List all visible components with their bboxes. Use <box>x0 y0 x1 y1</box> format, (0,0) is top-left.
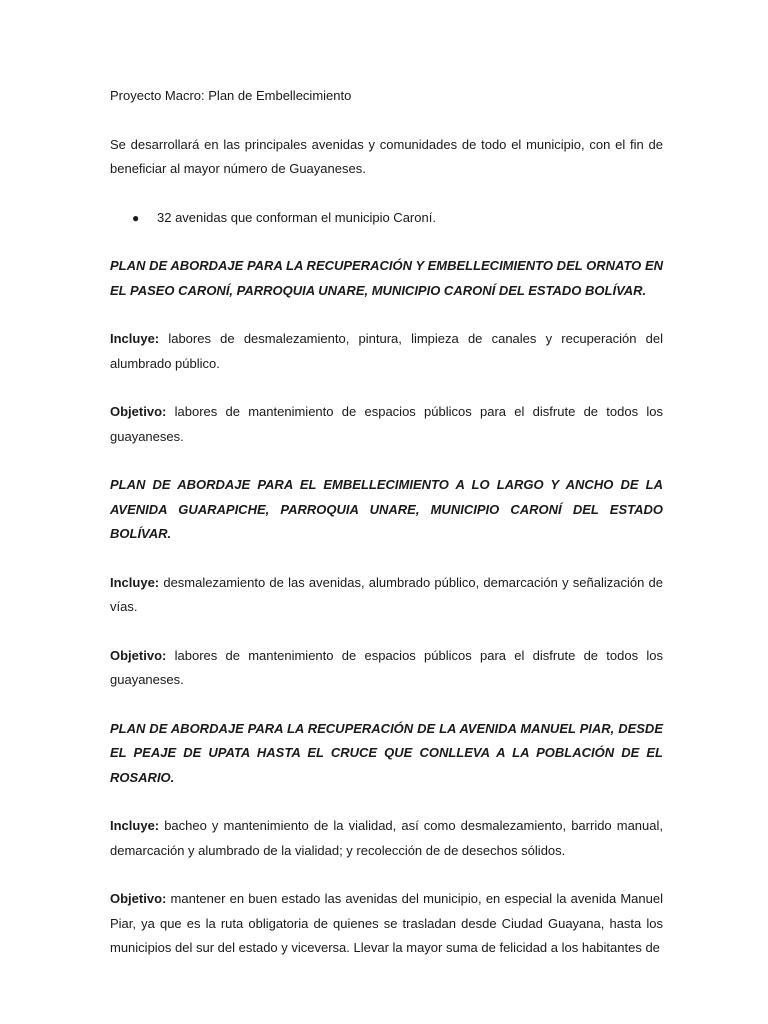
section-heading-manuel-piar: PLAN DE ABORDAJE PARA LA RECUPERACIÓN DE LA AVENIDA MANUEL PIAR, DESDE EL PEAJE DE UPATA HASTA EL CRUCE QUE CONLLEVA A LA POBLACIÓN DE EL ROSARIO. <box>110 720 663 785</box>
document-title: Proyecto Macro: Plan de Embellecimiento <box>110 88 352 103</box>
bullet-list <box>110 206 663 231</box>
objetivo-text: labores de mantenimiento de espacios públicos para el disfrute de todos los guayaneses. <box>110 647 663 687</box>
section-incluye-guarapiche <box>110 571 663 620</box>
section-objetivo-paseo-caroni <box>110 400 663 449</box>
section-incluye-manuel-piar <box>110 814 663 863</box>
incluye-text: desmalezamiento de las avenidas, alumbrado público, demarcación y señalización de vías. <box>110 574 663 614</box>
objetivo-label: Objetivo: <box>110 891 167 906</box>
incluye-label: Incluye: <box>110 818 160 833</box>
section-heading-paseo-caroni: PLAN DE ABORDAJE PARA LA RECUPERACIÓN Y EMBELLECIMIENTO DEL ORNATO EN EL PASEO CARONÍ, PARROQUIA UNARE, MUNICIPIO CARONÍ DEL ESTADO BOLÍVAR. <box>110 258 663 298</box>
document-body <box>110 84 663 985</box>
objetivo-label: Objetivo: <box>110 404 167 419</box>
objetivo-text: labores de mantenimiento de espacios públicos para el disfrute de todos los guayaneses. <box>110 404 663 444</box>
incluye-text: bacheo y mantenimiento de la vialidad, así como desmalezamiento, barrido manual, demarcación y alumbrado de la vialidad; y recolección de de desechos sólidos. <box>110 818 663 858</box>
bullet-item <box>110 206 663 231</box>
incluye-label: Incluye: <box>110 331 160 346</box>
section-objetivo-manuel-piar <box>110 887 663 961</box>
bullet-dot-icon: ● <box>132 210 140 225</box>
intro-paragraph: Se desarrollará en las principales avenidas y comunidades de todo el municipio, con el fin de beneficiar al mayor número de Guayaneses. <box>110 136 663 176</box>
objetivo-text: mantener en buen estado las avenidas del municipio, en especial la avenida Manuel Piar, ya que es la ruta obligatoria de quienes se trasladan desde Ciudad Guayana, hasta los municipios del sur del estado y viceversa. Llevar la mayor suma de felicidad a los habitantes de <box>110 891 663 955</box>
bullet-text: 32 avenidas que conforman el municipio Caroní. <box>157 209 436 225</box>
incluye-label: Incluye: <box>110 574 160 590</box>
section-heading-guarapiche: PLAN DE ABORDAJE PARA EL EMBELLECIMIENTO A LO LARGO Y ANCHO DE LA AVENIDA GUARAPICHE, PARROQUIA UNARE, MUNICIPIO CARONÍ DEL ESTADO BOLÍVAR. <box>110 477 663 541</box>
section-incluye-paseo-caroni <box>110 327 663 376</box>
objetivo-label: Objetivo: <box>110 647 167 663</box>
incluye-text: labores de desmalezamiento, pintura, limpieza de canales y recuperación del alumbrado público. <box>110 331 663 371</box>
section-objetivo-guarapiche <box>110 644 663 693</box>
